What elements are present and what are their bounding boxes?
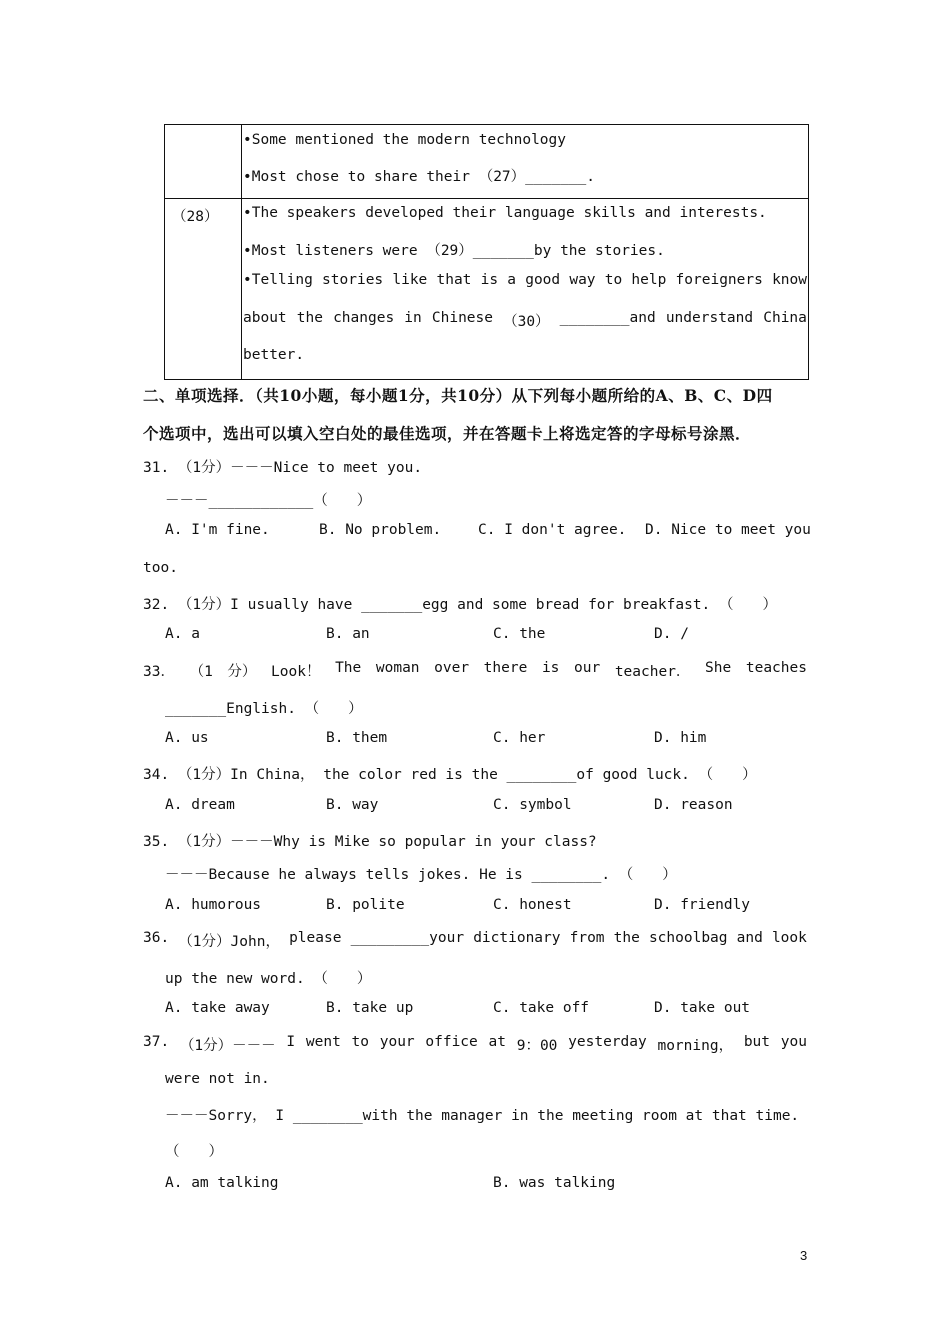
q37-stem: 37. （1分）－－－ I went to your office at 9：00 yesterday morning， but you — [143, 1034, 807, 1054]
table-row1-line1: •Some mentioned the modern technology — [243, 132, 567, 148]
section-heading-line2: 个选项中，选出可以填入空白处的最佳选项，并在答题卡上将选定答的字母标号涂黑． — [143, 424, 752, 443]
q32-stem: 32. （1分）I usually have _______egg and some bread for breakfast. （ ） — [143, 597, 778, 613]
q35-option-c: C. honest — [493, 897, 572, 913]
q36-line2: up the new word. （ ） — [165, 971, 372, 987]
q33-option-a: A. us — [165, 730, 209, 746]
q35-option-d: D. friendly — [654, 897, 751, 913]
q31-option-c: C. I don't agree. — [478, 522, 627, 538]
q35-line2: －－－Because he always tells jokes. He is ________. （ ） — [165, 867, 677, 883]
q36-stem: 36. （1分）John， please _________your dictionary from the schoolbag and look — [143, 930, 807, 950]
q31-line2: －－－____________（ ） — [165, 493, 372, 509]
q34-option-a: A. dream — [165, 797, 235, 813]
table-column-divider — [241, 125, 242, 379]
page-number: 3 — [800, 1248, 808, 1263]
q31-option-a: A. I'm fine. — [165, 522, 270, 538]
table-row1-line2: •Most chose to share their （27）_______. — [243, 169, 596, 185]
q33-line2: _______English. （ ） — [165, 701, 363, 717]
table-row2-line4: about the changes in Chinese （30） ________and understand China — [243, 310, 807, 330]
q34-option-d: D. reason — [654, 797, 733, 813]
table-row2-line3: •Telling stories like that is a good way to help foreigners know — [243, 272, 807, 288]
q34-stem: 34. （1分）In China， the color red is the ________of good luck. （ ） — [143, 767, 757, 783]
table-row-divider — [165, 198, 808, 199]
q36-option-b: B. take up — [326, 1000, 414, 1016]
q37-line3: －－－Sorry， I ________with the manager in the meeting room at that time. — [165, 1108, 800, 1124]
q32-option-b: B. an — [326, 626, 370, 642]
q37-option-b: B. was talking — [493, 1175, 616, 1191]
section-heading-line1: 二、单项选择．（共10小题，每小题1分，共10分）从下列每小题所给的A、B、C、D四 — [143, 386, 773, 405]
q32-option-d: D. / — [654, 626, 689, 642]
q36-option-d: D. take out — [654, 1000, 751, 1016]
q34-option-c: C. symbol — [493, 797, 572, 813]
q33-option-c: C. her — [493, 730, 546, 746]
q32-option-c: C. the — [493, 626, 546, 642]
table-row2-line5: better. — [243, 347, 305, 363]
q34-option-b: B. way — [326, 797, 379, 813]
q33-stem: 33． （1 分） Look！ The woman over there is our teacher． She teaches — [143, 660, 807, 680]
table-row2-line1: •The speakers developed their language skills and interests. — [243, 205, 767, 221]
q36-option-a: A. take away — [165, 1000, 270, 1016]
q33-option-d: D. him — [654, 730, 707, 746]
table-row2-label: （28） — [172, 209, 219, 225]
table-row2-line2: •Most listeners were （29）_______by the stories. — [243, 243, 665, 259]
q32-option-a: A. a — [165, 626, 200, 642]
q36-option-c: C. take off — [493, 1000, 590, 1016]
q35-option-b: B. polite — [326, 897, 405, 913]
q31-option-b: B. No problem. — [319, 522, 442, 538]
q37-line4: （ ） — [165, 1144, 223, 1160]
q35-stem: 35. （1分）－－－Why is Mike so popular in your class? — [143, 834, 597, 850]
q31-stem: 31. （1分）－－－Nice to meet you. — [143, 460, 423, 476]
q31-option-d: D. Nice to meet you — [645, 522, 811, 538]
q31-wrap: too. — [143, 560, 178, 576]
q37-option-a: A. am talking — [165, 1175, 279, 1191]
q33-option-b: B. them — [326, 730, 388, 746]
q37-line2: were not in. — [165, 1071, 270, 1087]
q35-option-a: A. humorous — [165, 897, 262, 913]
